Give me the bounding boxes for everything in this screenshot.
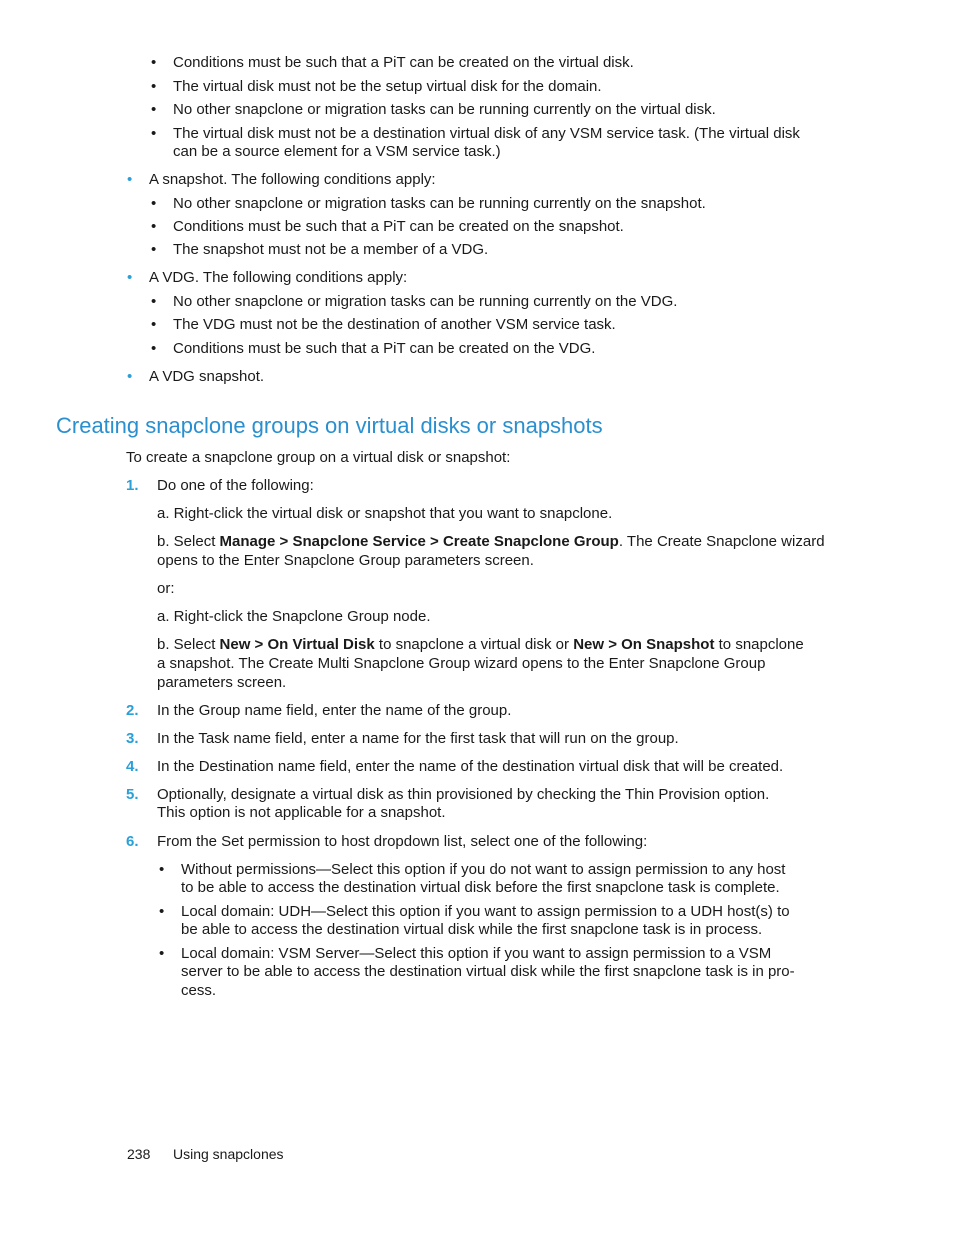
- step-text: In the Group name field, enter the name of the group.: [157, 702, 512, 719]
- condition-item: The virtual disk must not be the setup virtual disk for the domain.: [173, 78, 602, 95]
- or-text: or:: [157, 580, 175, 597]
- permission-option-continued: be able to access the destination virtual disk while the first snapclone task is in process.: [181, 921, 763, 938]
- bullet-icon: •: [151, 54, 157, 71]
- snapshot-label: A snapshot. The following conditions apply:: [149, 171, 436, 188]
- step-text: In the Task name field, enter a name for the first task that will run on the group.: [157, 730, 679, 747]
- permission-option: Without permissions—Select this option if you do not want to assign permission to any host: [181, 861, 786, 878]
- section-heading: Creating snapclone groups on virtual disks or snapshots: [56, 413, 603, 438]
- substep-suffix: to snapclone: [714, 636, 804, 653]
- bullet-icon: •: [159, 861, 165, 878]
- vdg-label: A VDG. The following conditions apply:: [149, 269, 408, 286]
- step-text: From the Set permission to host dropdown list, select one of the following:: [157, 833, 648, 850]
- step-number: 3.: [126, 730, 139, 747]
- step-text: Do one of the following:: [157, 477, 314, 494]
- step-text: Optionally, designate a virtual disk as thin provisioned by checking the Thin Provision option.: [157, 786, 770, 803]
- condition-item: Conditions must be such that a PiT can be created on the virtual disk.: [173, 54, 634, 71]
- substep-text: a. Right-click the Snapclone Group node.: [157, 608, 431, 625]
- step-number: 5.: [126, 786, 139, 803]
- footer-title: Using snapclones: [173, 1146, 284, 1162]
- bullet-icon: •: [159, 903, 165, 920]
- condition-item: Conditions must be such that a PiT can be created on the snapshot.: [173, 218, 624, 235]
- bullet-icon: •: [151, 78, 157, 95]
- blue-bullet-icon: •: [127, 269, 133, 286]
- substep-middle: to snapclone a virtual disk or: [374, 636, 574, 653]
- substep-text: a. Right-click the virtual disk or snapshot that you want to snapclone.: [157, 505, 613, 522]
- bullet-icon: •: [151, 218, 157, 235]
- step-number: 2.: [126, 702, 139, 719]
- bullet-icon: •: [151, 101, 157, 118]
- condition-item: The VDG must not be the destination of another VSM service task.: [173, 316, 616, 333]
- menu-path: Manage > Snapclone Service > Create Snapclone Group: [219, 533, 619, 550]
- permission-option: Local domain: UDH—Select this option if you want to assign permission to a UDH host(s) to: [181, 903, 790, 920]
- blue-bullet-icon: •: [127, 171, 133, 188]
- step-number: 4.: [126, 758, 139, 775]
- step-number: 6.: [126, 833, 139, 850]
- step-text: In the Destination name field, enter the name of the destination virtual disk that will be created.: [157, 758, 784, 775]
- condition-item: No other snapclone or migration tasks can be running currently on the snapshot.: [173, 195, 706, 212]
- condition-item: Conditions must be such that a PiT can be created on the VDG.: [173, 340, 596, 357]
- page-number: 238: [127, 1146, 151, 1162]
- permission-option-continued: to be able to access the destination virtual disk before the first snapclone task is complete.: [181, 879, 780, 896]
- menu-path: New > On Virtual Disk: [219, 636, 375, 653]
- condition-item: The snapshot must not be a member of a VDG.: [173, 241, 489, 258]
- substep-text-continued: opens to the Enter Snapclone Group parameters screen.: [157, 552, 534, 569]
- step-text-continued: This option is not applicable for a snapshot.: [157, 804, 446, 821]
- permission-option-continued: cess.: [181, 982, 217, 999]
- section-intro: To create a snapclone group on a virtual disk or snapshot:: [126, 449, 511, 466]
- vdg-snapshot-label: A VDG snapshot.: [149, 368, 265, 385]
- bullet-icon: •: [151, 125, 157, 142]
- bullet-icon: •: [159, 945, 165, 962]
- bullet-icon: •: [151, 241, 157, 258]
- menu-path: New > On Snapshot: [573, 636, 715, 653]
- substep-prefix: b. Select: [157, 636, 220, 653]
- blue-bullet-icon: •: [127, 368, 133, 385]
- condition-item: The virtual disk must not be a destination virtual disk of any VSM service task. (The virtual disk: [173, 125, 800, 142]
- permission-option-continued: server to be able to access the destination virtual disk while the first snapclone task is in pro-: [181, 963, 795, 980]
- permission-option: Local domain: VSM Server—Select this option if you want to assign permission to a VSM: [181, 945, 772, 962]
- bullet-icon: •: [151, 293, 157, 310]
- bullet-icon: •: [151, 340, 157, 357]
- condition-item: No other snapclone or migration tasks can be running currently on the virtual disk.: [173, 101, 716, 118]
- substep-text-continued: a snapshot. The Create Multi Snapclone Group wizard opens to the Enter Snapclone Group: [157, 655, 766, 672]
- step-number: 1.: [126, 477, 139, 494]
- substep-suffix: . The Create Snapclone wizard: [618, 533, 825, 550]
- substep-text-continued: parameters screen.: [157, 674, 287, 691]
- substep-text: [157, 533, 825, 551]
- condition-item-continued: can be a source element for a VSM service task.): [173, 143, 501, 160]
- condition-item: No other snapclone or migration tasks can be running currently on the VDG.: [173, 293, 678, 310]
- bullet-icon: •: [151, 195, 157, 212]
- bullet-icon: •: [151, 316, 157, 333]
- substep-text: [157, 636, 804, 654]
- substep-prefix: b. Select: [157, 533, 220, 550]
